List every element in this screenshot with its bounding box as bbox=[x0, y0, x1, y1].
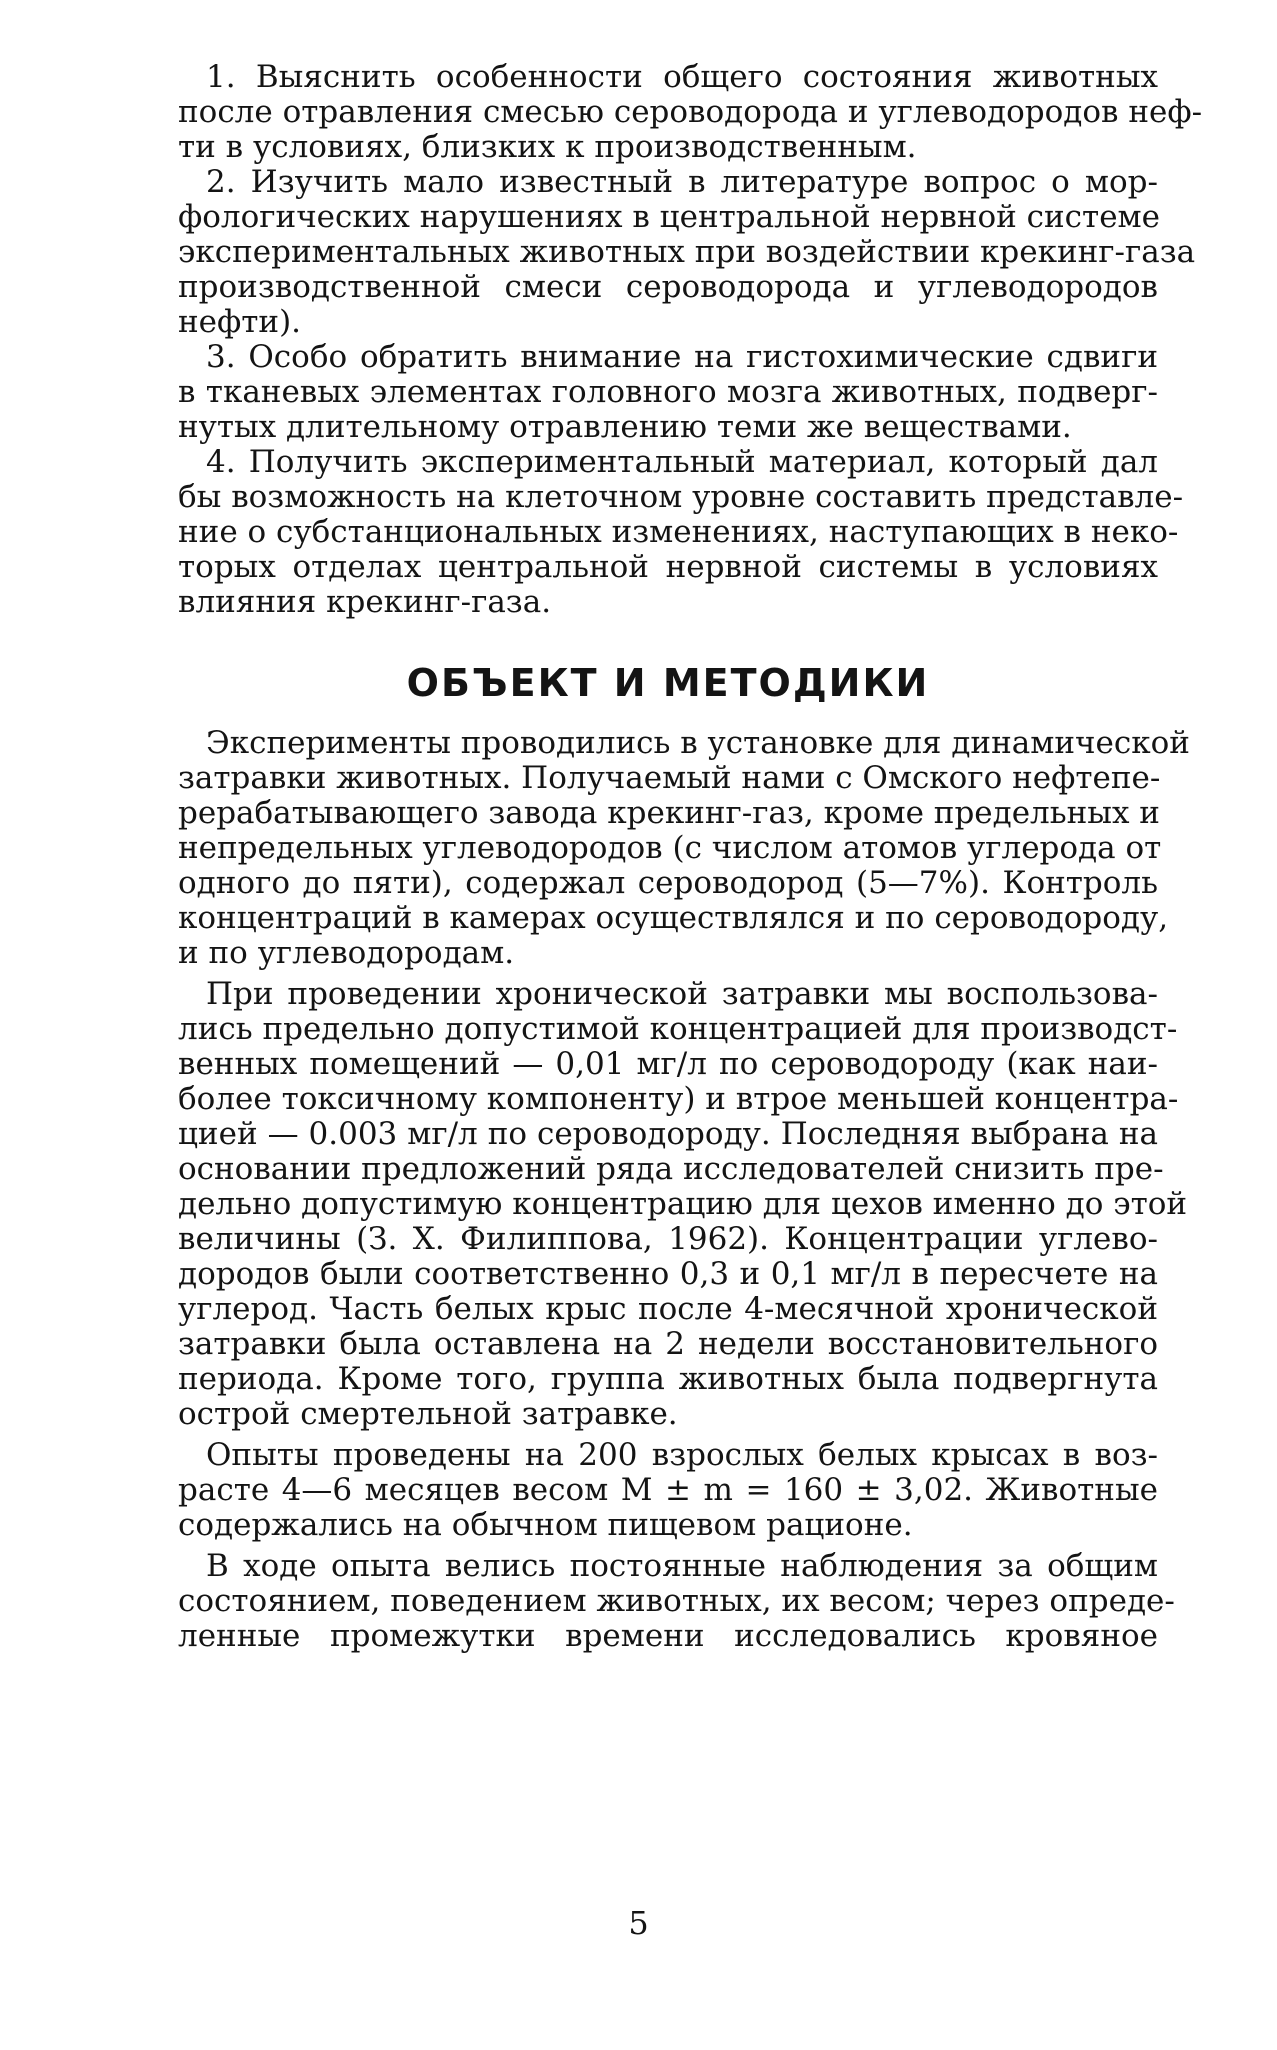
text-line: дородов были соответственно 0,3 и 0,1 мг/л в пересчете на bbox=[178, 1256, 1158, 1292]
text-line: углерод. Часть белых крыс после 4-месячной хронической bbox=[178, 1291, 1158, 1327]
text-line: одного до пяти), содержал сероводород (5—7%). Контроль bbox=[178, 865, 1158, 901]
text-line: дельно допустимую концентрацию для цехов именно до этой bbox=[178, 1186, 1188, 1222]
paragraph bbox=[178, 1548, 1175, 1654]
paragraph bbox=[178, 1438, 1158, 1543]
text-line: Эксперименты проводились в установке для динамической bbox=[206, 725, 1190, 761]
section-title: ОБЪЕКТ И МЕТОДИКИ bbox=[406, 661, 930, 705]
goal-item-3 bbox=[178, 340, 1158, 445]
text-line: после отравления смесью сероводорода и углеводородов неф- bbox=[178, 94, 1203, 130]
text-line: затравки была оставлена на 2 недели восстановительного bbox=[178, 1326, 1158, 1362]
text-line: торых отделах центральной нервной системы в условиях bbox=[178, 549, 1158, 585]
text-line: и по углеводородам. bbox=[178, 935, 515, 971]
text-line: лись предельно допустимой концентрацией для производст- bbox=[178, 1011, 1178, 1047]
methods-section bbox=[178, 725, 1190, 1654]
text-line: цией — 0.003 мг/л по сероводороду. Последняя выбрана на bbox=[178, 1116, 1158, 1152]
text-line: содержались на обычном пищевом рационе. bbox=[178, 1507, 913, 1543]
text-line: состоянием, поведением животных, их весом; через опреде- bbox=[178, 1583, 1175, 1619]
text-line: основании предложений ряда исследователей снизить пре- bbox=[178, 1151, 1164, 1187]
text-line: рерабатывающего завода крекинг-газ, кроме предельных и bbox=[178, 795, 1160, 831]
text-line: венных помещений — 0,01 мг/л по сероводороду (как наи- bbox=[178, 1046, 1158, 1082]
page-body bbox=[178, 59, 1203, 1654]
text-line: периода. Кроме того, группа животных была подвергнута bbox=[178, 1361, 1158, 1397]
text-line: затравки животных. Получаемый нами с Омского нефтепе- bbox=[178, 760, 1161, 796]
text-line: При проведении хронической затравки мы воспользова- bbox=[206, 976, 1158, 1012]
text-line: концентраций в камерах осуществлялся и по сероводороду, bbox=[178, 900, 1169, 936]
text-line: в тканевых элементах головного мозга животных, подверг- bbox=[178, 374, 1158, 410]
text-line: более токсичному компоненту) и втрое меньшей концентра- bbox=[178, 1081, 1179, 1117]
text-line: экспериментальных животных при воздействии крекинг-газа bbox=[178, 234, 1196, 270]
text-line: бы возможность на клеточном уровне составить представле- bbox=[178, 479, 1184, 515]
text-line: ние о субстанциональных изменениях, наступающих в неко- bbox=[178, 514, 1179, 550]
goal-item-1 bbox=[178, 59, 1203, 165]
page-number: 5 bbox=[628, 1904, 649, 1942]
paragraph bbox=[178, 725, 1190, 971]
text-line: 3. Особо обратить внимание на гистохимические сдвиги bbox=[206, 339, 1158, 375]
text-line: 4. Получить экспериментальный материал, который дал bbox=[206, 444, 1158, 480]
text-line: острой смертельной затравке. bbox=[178, 1396, 678, 1432]
text-line: 2. Изучить мало известный в литературе вопрос о мор- bbox=[206, 164, 1158, 200]
goal-item-2 bbox=[178, 164, 1196, 340]
text-line: В ходе опыта велись постоянные наблюдения за общим bbox=[206, 1548, 1158, 1584]
text-line: нефти). bbox=[178, 304, 302, 340]
text-line: расте 4—6 месяцев весом M ± m = 160 ± 3,02. Животные bbox=[178, 1472, 1158, 1508]
paragraph bbox=[178, 976, 1188, 1432]
text-line: нутых длительному отравлению теми же веществами. bbox=[178, 409, 1072, 445]
text-line: 1. Выяснить особенности общего состояния животных bbox=[206, 59, 1158, 95]
goals-list bbox=[178, 59, 1203, 620]
text-line: Опыты проведены на 200 взрослых белых крысах в воз- bbox=[206, 1437, 1158, 1473]
goal-item-4 bbox=[178, 444, 1184, 620]
text-line: непредельных углеводородов (с числом атомов углерода от bbox=[178, 830, 1162, 866]
text-line: фологических нарушениях в центральной нервной системе bbox=[178, 199, 1160, 235]
text-line: ти в условиях, близких к производственным. bbox=[178, 129, 917, 165]
text-line: влияния крекинг-газа. bbox=[178, 584, 552, 620]
text-line: величины (З. Х. Филиппова, 1962). Концентрации углево- bbox=[178, 1221, 1158, 1257]
text-line: ленные промежутки времени исследовались кровяное bbox=[178, 1618, 1158, 1654]
text-line: производственной смеси сероводорода и углеводородов bbox=[178, 269, 1158, 305]
